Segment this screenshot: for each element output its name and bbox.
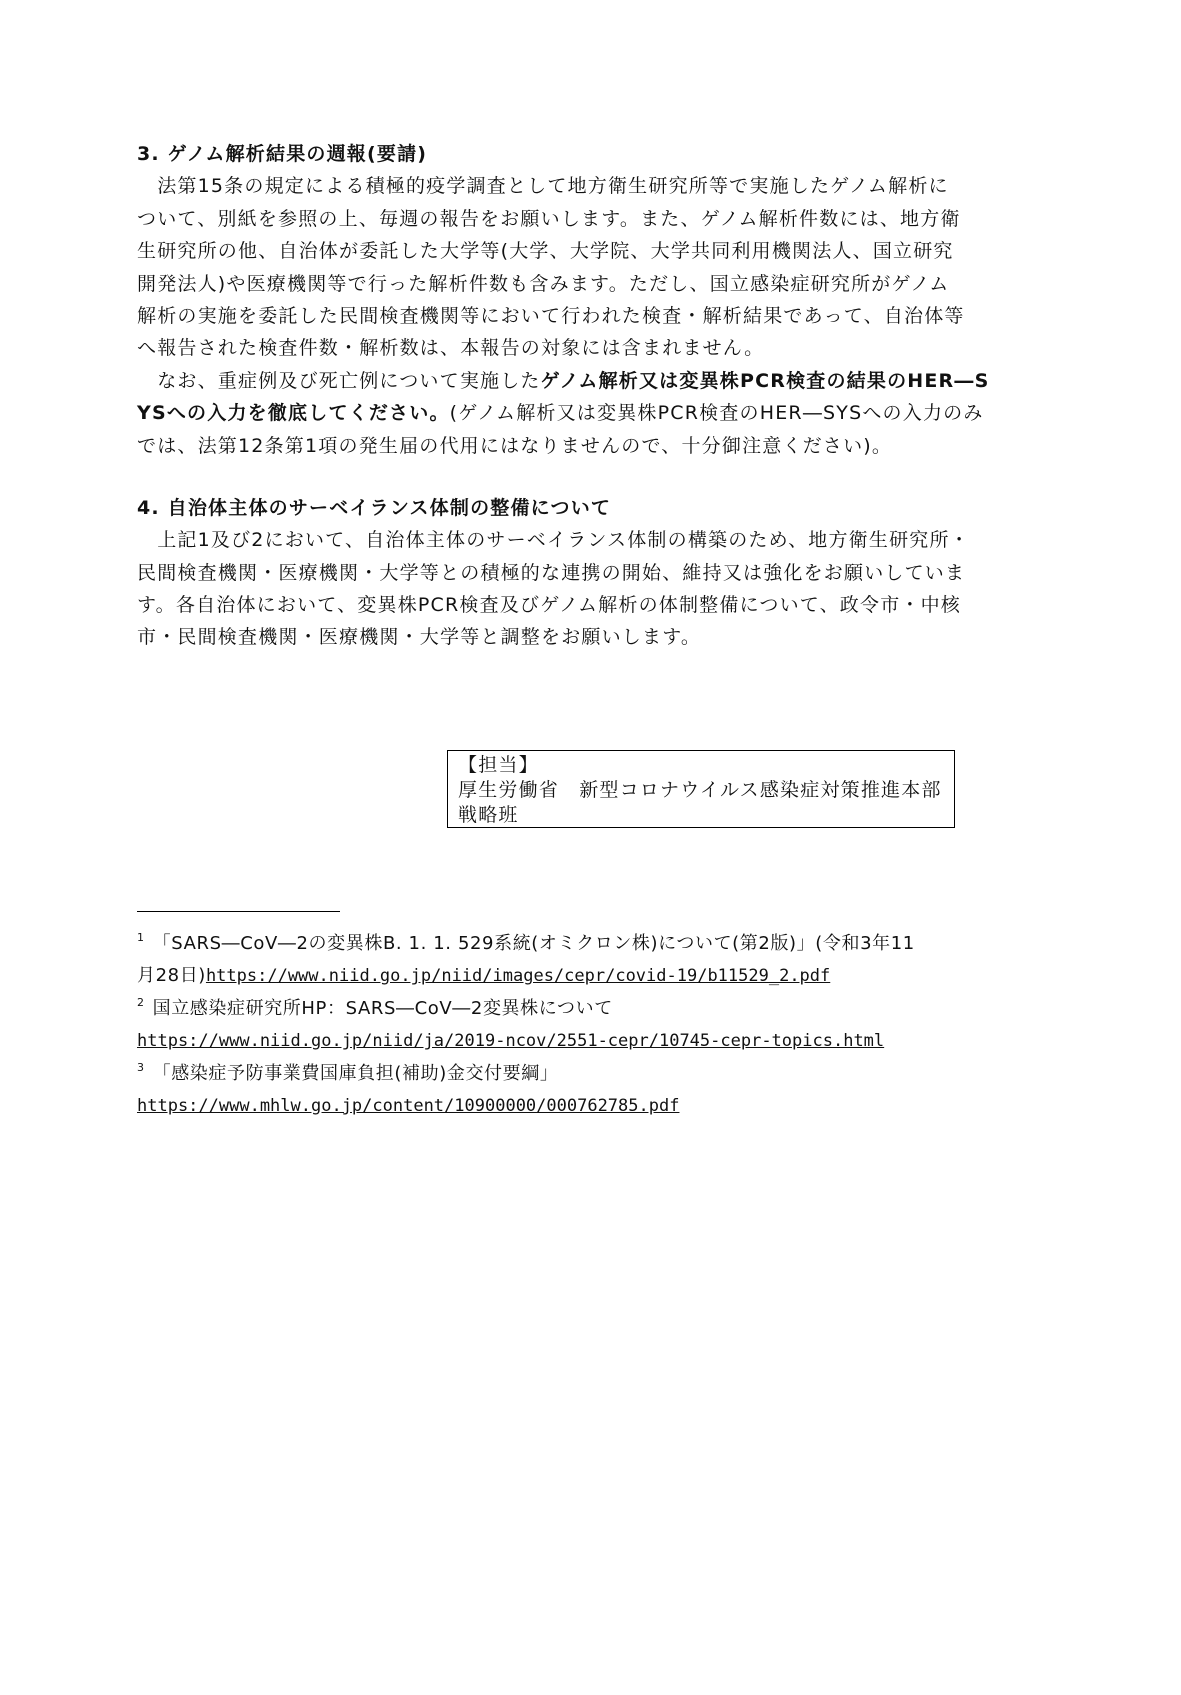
paragraph-line: [137, 397, 984, 429]
document-body: [137, 138, 990, 654]
paragraph-line: 開発法人)や医療機関等で行った解析件数も含みます。ただし、国立感染症研究所がゲノム: [137, 272, 950, 295]
section-3-heading: 3. ゲノム解析結果の週報(要請): [137, 143, 428, 165]
paragraph-line: へ報告された検査件数・解析数は、本報告の対象には含まれません。: [137, 337, 765, 360]
paragraph-line: 法第15条の規定による積極的疫学調査として地方衛生研究所等で実施したゲノム解析に: [137, 175, 949, 198]
paragraph-line: 解析の実施を委託した民間検査機関等において行われた検査・解析結果であって、自治体等: [137, 304, 965, 327]
footnote-1-link[interactable]: https://www.niid.go.jp/niid/images/cepr/covid-19/b11529_2.pdf: [205, 966, 831, 987]
footnote-3: $^3$ 「感染症予防事業費国庫負担(補助)金交付要綱」: [137, 1060, 559, 1084]
footnote-2-link[interactable]: https://www.niid.go.jp/niid/ja/2019-ncov/2551-cepr/10745-cepr-topics.html: [137, 1031, 885, 1052]
footnote-3-link[interactable]: https://www.mhlw.go.jp/content/10900000/000762785.pdf: [137, 1095, 680, 1116]
bold-text: ゲノム解析又は変異株PCR検査の結果のHER―S: [540, 369, 990, 392]
contact-org: 厚生労働省 新型コロナウイルス感染症対策推進本部: [458, 779, 942, 801]
paragraph-line: 生研究所の他、自治体が委託した大学等(大学、大学院、大学共同利用機関法人、国立研究: [137, 240, 954, 263]
contact-label: 【担当】: [458, 754, 539, 776]
paragraph-line: 民間検査機関・医療機関・大学等との積極的な連携の開始、維持又は強化をお願いしていま: [137, 561, 966, 584]
paragraph-line: 市・民間検査機関・医療機関・大学等と調整をお願いします。: [137, 626, 702, 649]
footnote-2: $^2$ 国立感染症研究所HP：SARS―CoV―2変異株について: [137, 995, 613, 1019]
plain-text: (ゲノム解析又は変異株PCR検査のHER―SYSへの入力のみ: [449, 402, 984, 425]
contact-team: 戦略班: [458, 804, 519, 826]
footnotes: $^1$ 「SARS―CoV―2の変異株B. 1. 1. 529系統(オミクロン株)について(第2版)」(令和3年11 月28日)https://www.niid.go.jp/niid/images/cepr/covid-19/b11529_2.pdf $^2$ 国立感染症研究所HP：SARS―CoV―2変異株について https://www.niid.go.jp/niid/ja/2019-ncov/2551-cepr/10745-cepr-topics.html $^3$ 「感染症予防事業費国庫負担(補助)金交付要綱」 https://www.mhlw.go.jp/content/10900000/000762785.pdf: [137, 928, 967, 1122]
contact-box: [447, 750, 955, 828]
plain-text: なお、重症例及び死亡例について実施した: [137, 369, 541, 392]
section-4-heading: 4. 自治体主体のサーベイランス体制の整備について: [137, 496, 612, 519]
footnote-separator: [137, 911, 340, 912]
paragraph-line: ついて、別紙を参照の上、毎週の報告をお願いします。また、ゲノム解析件数には、地方衛: [137, 207, 961, 230]
paragraph-line: では、法第12条第1項の発生届の代用にはなりませんので、十分御注意ください)。: [137, 434, 893, 457]
footnote-1: $^1$ 「SARS―CoV―2の変異株B. 1. 1. 529系統(オミクロン株)について(第2版)」(令和3年11: [137, 931, 915, 954]
paragraph-line: す。各自治体において、変異株PCR検査及びゲノム解析の体制整備について、政令市・中核: [137, 594, 962, 617]
paragraph-line: [137, 365, 990, 397]
paragraph-line: 上記1及び2において、自治体主体のサーベイランス体制の構築のため、地方衛生研究所・: [137, 529, 970, 552]
bold-text: YSへの入力を徹底してください。: [137, 402, 450, 425]
